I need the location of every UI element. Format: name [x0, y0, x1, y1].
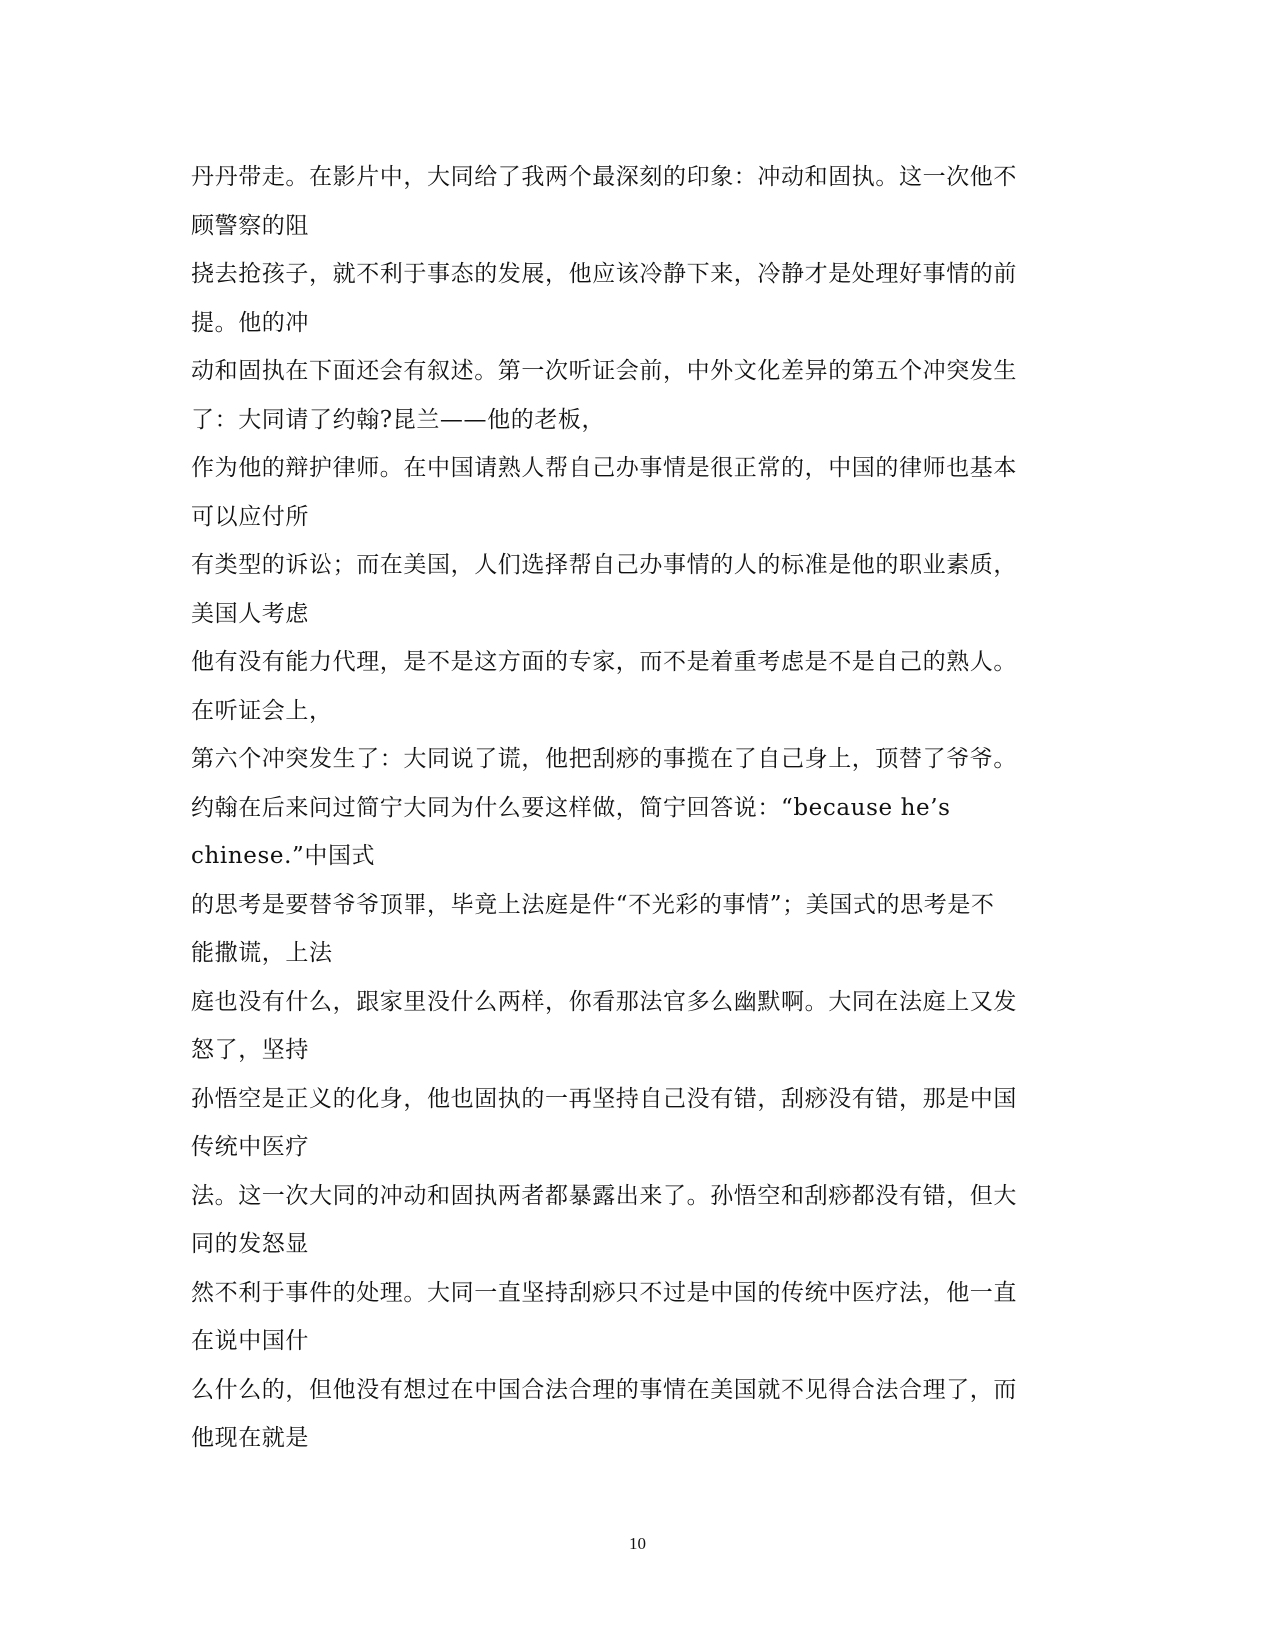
text-line: 有类型的诉讼；而在美国，人们选择帮自己办事情的人的标准是他的职业素质，	[191, 552, 1017, 578]
text-line: 动和固执在下面还会有叙述。第一次听证会前，中外文化差异的第五个冲突发生	[191, 358, 1017, 384]
text-line: 么什么的，但他没有想过在中国合法合理的事情在美国就不见得合法合理了，而	[191, 1376, 1017, 1403]
text-line: 在听证会上，	[191, 697, 333, 724]
text-line: 可以应付所	[191, 503, 309, 530]
text-line: 法。这一次大同的冲动和固执两者都暴露出来了。孙悟空和刮痧都没有错，但大	[191, 1182, 1017, 1209]
text-line: 他现在就是	[191, 1425, 309, 1451]
text-line: 能撒谎，上法	[191, 940, 333, 966]
text-line: 的思考是要替爷爷顶罪，毕竟上法庭是件“不光彩的事情”；美国式的思考是不	[191, 891, 995, 918]
text-line: 庭也没有什么，跟家里没什么两样，你看那法官多么幽默啊。大同在法庭上又发	[191, 988, 1017, 1015]
text-line: 美国人考虑	[191, 600, 309, 627]
page-number: 10	[629, 1534, 646, 1553]
text-line: 约翰在后来问过简宁大同为什么要这样做，简宁回答说：“because he’s	[191, 794, 951, 821]
text-line: 怒了，坚持	[191, 1037, 309, 1063]
text-line: 作为他的辩护律师。在中国请熟人帮自己办事情是很正常的，中国的律师也基本	[191, 455, 1017, 481]
text-line: 提。他的冲	[191, 309, 309, 336]
text-line: 顾警察的阻	[191, 212, 309, 239]
text-line: 同的发怒显	[191, 1231, 309, 1257]
text-line: 了：大同请了约翰?昆兰——他的老板，	[191, 406, 606, 433]
text-line: 孙悟空是正义的化身，他也固执的一再坚持自己没有错，刮痧没有错，那是中国	[191, 1085, 1017, 1112]
text-line: 在说中国什	[191, 1328, 309, 1354]
text-line: 然不利于事件的处理。大同一直坚持刮痧只不过是中国的传统中医疗法，他一直	[191, 1279, 1017, 1306]
text-line: chinese.”中国式	[191, 843, 376, 869]
text-line: 第六个冲突发生了：大同说了谎，他把刮痧的事揽在了自己身上，顶替了爷爷。	[191, 746, 1017, 772]
text-line: 传统中医疗	[191, 1134, 309, 1160]
body-text	[191, 153, 1071, 1463]
text-line: 丹丹带走。在影片中，大同给了我两个最深刻的印象：冲动和固执。这一次他不	[191, 164, 1017, 190]
text-line: 他有没有能力代理，是不是这方面的专家，而不是着重考虑是不是自己的熟人。	[191, 649, 1017, 675]
text-line: 挠去抢孩子，就不利于事态的发展，他应该冷静下来，冷静才是处理好事情的前	[191, 261, 1017, 287]
